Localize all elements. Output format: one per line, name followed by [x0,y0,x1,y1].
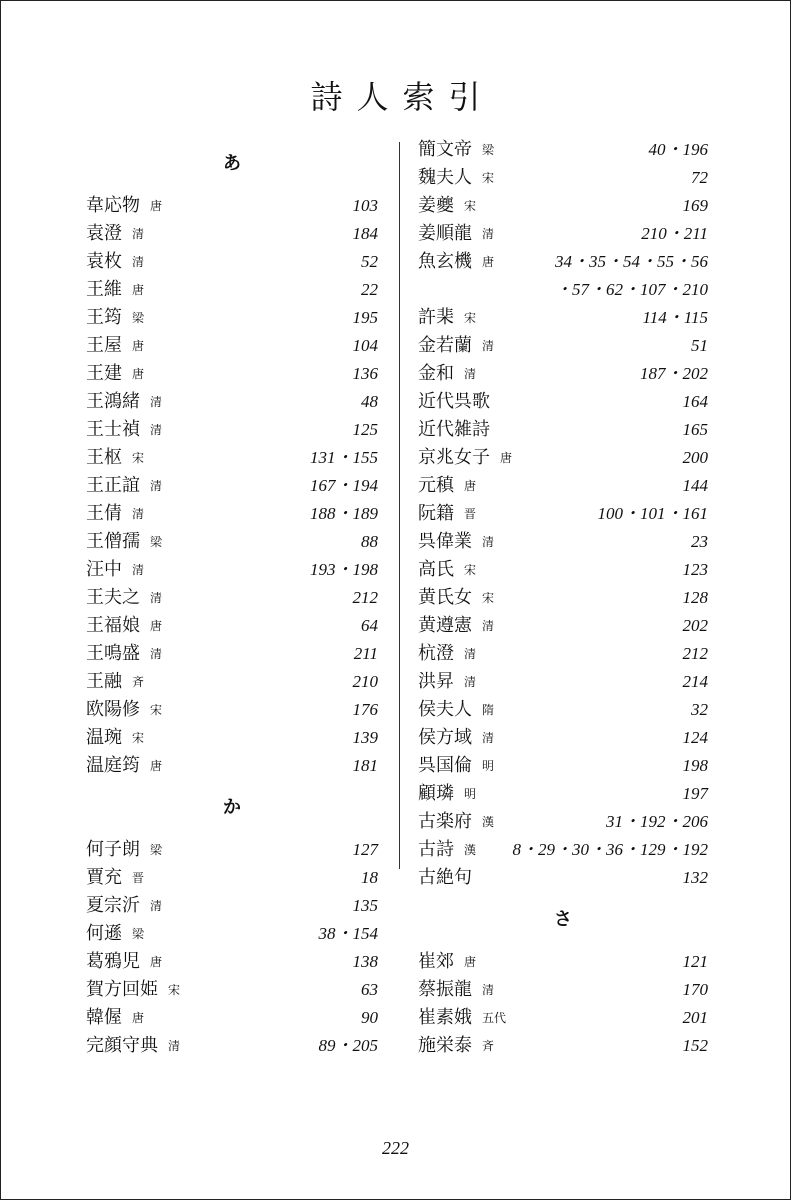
index-entry [418,136,708,164]
poet-name: 魚玄機 [418,251,472,272]
poet-name: 阮籍 [418,503,454,524]
index-entry [418,444,708,472]
dynasty-label: 唐 [132,367,145,381]
dynasty-label: 唐 [150,619,163,633]
poet-name: 姜順龍 [418,223,472,244]
index-entry [418,360,708,388]
page-references: 72 [691,168,708,187]
page-references: 32 [691,700,708,719]
dynasty-label: 唐 [132,283,145,297]
index-entry [86,192,378,220]
index-entry [418,724,708,752]
dynasty-label: 隋 [482,703,495,717]
page-references: 103 [352,196,378,215]
index-entry [418,500,708,528]
page-references: 88 [361,532,378,551]
index-entry [86,556,378,584]
poet-name: 京兆女子 [418,447,490,468]
page-references: 165 [682,420,708,439]
poet-name: 崔郊 [418,951,454,972]
dynasty-label: 清 [132,563,145,577]
page-references: 201 [682,1008,708,1027]
dynasty-label: 宋 [464,311,477,325]
dynasty-label: 五代 [482,1011,507,1025]
index-entry [418,584,708,612]
poet-name: 欧陽修 [86,699,140,720]
page-references: 152 [682,1036,708,1055]
poet-name: 王枢 [86,447,122,468]
dynasty-label: 清 [132,507,145,521]
dynasty-label: 宋 [464,199,477,213]
index-entry [86,248,378,276]
page-references: 176 [352,700,378,719]
poet-name: 崔素娥 [418,1007,472,1028]
page-references: 22 [361,280,378,299]
poet-name: 姜夔 [418,195,454,216]
dynasty-label: 宋 [464,563,477,577]
page-references: 187・202 [640,364,708,383]
right-column [418,136,708,1060]
index-entry [418,164,708,192]
poet-name: 王正誼 [86,475,140,496]
page-references: 124 [682,728,708,747]
dynasty-label: 晋 [464,507,477,521]
index-entry [86,668,378,696]
index-entry [86,500,378,528]
index-entry [418,220,708,248]
poet-name: 温庭筠 [86,755,140,776]
page-references: 195 [352,308,378,327]
dynasty-label: 清 [464,647,477,661]
poet-name: 王融 [86,671,122,692]
page-references: 212 [352,588,378,607]
page-references: 136 [352,364,378,383]
poet-name: 金和 [418,363,454,384]
poet-name: 魏夫人 [418,167,472,188]
dynasty-label: 清 [150,423,163,437]
dynasty-label: 清 [482,731,495,745]
page-references: 104 [352,336,378,355]
page-references: 193・198 [310,560,378,579]
index-entry [418,528,708,556]
index-entry [418,276,708,304]
dynasty-label: 宋 [150,703,163,717]
index-entry [86,444,378,472]
index-entry [418,472,708,500]
dynasty-label: 宋 [132,451,145,465]
dynasty-label: 清 [150,647,163,661]
index-entry [86,752,378,780]
poet-name: 古詩 [418,839,454,860]
poet-name: 王夫之 [86,587,140,608]
index-entry [418,976,708,1004]
poet-name: 王福娘 [86,615,140,636]
page-references: 89・205 [318,1036,378,1055]
index-entry [86,696,378,724]
page-references: 202 [682,616,708,635]
poet-name: 杭澄 [418,643,454,664]
poet-name: 王鳴盛 [86,643,140,664]
dynasty-label: 明 [482,759,495,773]
page-references: 214 [682,672,708,691]
left-column [86,136,378,1060]
dynasty-label: 唐 [150,759,163,773]
poet-name: 洪昇 [418,671,454,692]
index-entry [86,584,378,612]
dynasty-label: 斉 [132,675,145,689]
page-references: 64 [361,616,378,635]
poet-name: 金若蘭 [418,335,472,356]
index-entry [86,1032,378,1060]
dynasty-label: 清 [150,899,163,913]
poet-name: 施栄泰 [418,1035,472,1056]
page-references: 128 [682,588,708,607]
page-references: 198 [682,756,708,775]
poet-name: 許棐 [418,307,454,328]
page-references: 200 [682,448,708,467]
poet-name: 何子朗 [86,839,140,860]
page-references: 18 [361,868,378,887]
index-entry [86,276,378,304]
index-entry [86,220,378,248]
poet-name: 何遜 [86,923,122,944]
dynasty-label: 唐 [132,1011,145,1025]
page-references: 51 [691,336,708,355]
poet-name: 呉偉業 [418,531,472,552]
page-references: 38・154 [318,924,378,943]
poet-name: 夏宗沂 [86,895,140,916]
page-references: 8・29・30・36・129・192 [512,840,708,859]
poet-name: 王筠 [86,307,122,328]
poet-name: 侯方域 [418,727,472,748]
dynasty-label: 唐 [500,451,513,465]
page-references: 144 [682,476,708,495]
page-references: 211 [353,644,378,663]
index-entry [418,836,708,864]
poet-name: 高氏 [418,559,454,580]
index-entry [418,1004,708,1032]
page-references: 184 [352,224,378,243]
index-entry [86,892,378,920]
index-entry [418,332,708,360]
page-references: 34・35・54・55・56 [555,252,708,271]
index-entry [86,976,378,1004]
index-entry [418,556,708,584]
dynasty-label: 清 [464,367,477,381]
index-entry [86,332,378,360]
poet-name: 元稹 [418,475,454,496]
column-divider [399,142,400,869]
section-header: さ [554,909,572,930]
dynasty-label: 清 [150,479,163,493]
index-entry [86,836,378,864]
section-header: か [223,797,241,818]
page-references: 40・196 [648,140,708,159]
index-entry [86,640,378,668]
index-entry [86,360,378,388]
dynasty-label: 清 [482,535,495,549]
index-entry [418,416,708,444]
poet-name: 王士禎 [86,419,140,440]
poet-name: 王維 [86,279,122,300]
dynasty-label: 宋 [482,591,495,605]
index-entry [86,1004,378,1032]
page-references: 169 [682,196,708,215]
page-references: 131・155 [310,448,378,467]
page-references: 188・189 [310,504,378,523]
dynasty-label: 宋 [482,171,495,185]
index-entry [86,528,378,556]
index-entry [418,640,708,668]
dynasty-label: 梁 [150,535,163,549]
poet-name: 韓偓 [86,1007,122,1028]
page-references: 121 [682,952,708,971]
page-references: 23 [691,532,708,551]
page-references: 31・192・206 [606,812,708,831]
index-entry [418,780,708,808]
dynasty-label: 唐 [150,955,163,969]
poet-name: 呉国倫 [418,755,472,776]
dynasty-label: 清 [150,395,163,409]
page-references: ・57・62・107・210 [555,280,708,299]
dynasty-label: 清 [464,675,477,689]
index-entry [418,668,708,696]
dynasty-label: 清 [150,591,163,605]
poet-name: 王僧孺 [86,531,140,552]
page-references: 132 [682,868,708,887]
poet-name: 顧璘 [418,783,454,804]
page-references: 210 [352,672,378,691]
page-number: 222 [382,1138,409,1158]
poet-name: 侯夫人 [418,699,472,720]
dynasty-label: 斉 [482,1039,495,1053]
index-entry [418,612,708,640]
dynasty-label: 宋 [132,731,145,745]
dynasty-label: 漢 [464,843,477,857]
page-title: 詩人索引 [310,78,495,116]
poet-name: 近代呉歌 [418,391,490,412]
page-references: 123 [682,560,708,579]
page-references: 170 [682,980,708,999]
index-entry [86,864,378,892]
poet-name: 黄氏女 [418,587,472,608]
poet-name: 近代雑詩 [418,419,490,440]
index-entry [86,416,378,444]
dynasty-label: 唐 [150,199,163,213]
dynasty-label: 清 [132,227,145,241]
dynasty-label: 梁 [132,927,145,941]
page-references: 52 [361,252,378,271]
poet-name: 黄遵憲 [418,615,472,636]
section-header: あ [223,153,241,174]
dynasty-label: 清 [482,339,495,353]
page-references: 167・194 [310,476,378,495]
dynasty-label: 漢 [482,815,495,829]
page-references: 139 [352,728,378,747]
page-references: 181 [352,756,378,775]
page-references: 63 [361,980,378,999]
page-references: 100・101・161 [597,504,708,523]
dynasty-label: 宋 [168,983,181,997]
poet-name: 賈充 [86,867,122,888]
index-entry [86,948,378,976]
poet-name: 温琬 [86,727,122,748]
index-entry [418,864,708,892]
dynasty-label: 清 [482,983,495,997]
poet-name: 王建 [86,363,122,384]
dynasty-label: 清 [482,619,495,633]
index-entry [418,248,708,276]
index-entry [86,472,378,500]
dynasty-label: 唐 [482,255,495,269]
poet-name: 蔡振龍 [418,979,472,1000]
dynasty-label: 唐 [464,955,477,969]
dynasty-label: 梁 [132,311,145,325]
dynasty-label: 梁 [482,143,495,157]
page-references: 48 [361,392,378,411]
index-entry [418,696,708,724]
page-references: 114・115 [642,308,708,327]
page-references: 138 [352,952,378,971]
index-entry [86,724,378,752]
dynasty-label: 明 [464,787,477,801]
index-entry [418,1032,708,1060]
page-references: 125 [352,420,378,439]
poet-name: 王鴻緒 [86,391,140,412]
index-entry [418,752,708,780]
index-entry [86,388,378,416]
page-references: 90 [361,1008,378,1027]
index-entry [86,304,378,332]
poet-name: 韋応物 [86,195,140,216]
dynasty-label: 唐 [464,479,477,493]
page-references: 164 [682,392,708,411]
dynasty-label: 梁 [150,843,163,857]
dynasty-label: 清 [168,1039,181,1053]
page-references: 135 [352,896,378,915]
index-entry [418,304,708,332]
poet-name: 汪中 [86,559,122,580]
page-references: 212 [682,644,708,663]
poet-name: 王倩 [86,503,122,524]
page-references: 127 [352,840,378,859]
poet-name: 葛鴉児 [86,951,140,972]
index-entry [418,948,708,976]
poet-name: 完顔守典 [86,1035,158,1056]
dynasty-label: 清 [482,227,495,241]
poet-name: 賀方回姫 [86,979,158,1000]
page-references: 210・211 [641,224,708,243]
poet-name: 袁枚 [86,251,122,272]
page-references: 197 [682,784,708,803]
index-entry [86,612,378,640]
dynasty-label: 晋 [132,871,145,885]
index-entry [86,920,378,948]
dynasty-label: 清 [132,255,145,269]
poet-name: 古絶句 [418,867,472,888]
dynasty-label: 唐 [132,339,145,353]
index-entry [418,192,708,220]
poet-name: 簡文帝 [418,139,472,160]
index-entry [418,388,708,416]
index-entry [418,808,708,836]
poet-name: 古楽府 [418,811,472,832]
poet-name: 王屋 [86,335,122,356]
poet-name: 袁澄 [86,223,122,244]
